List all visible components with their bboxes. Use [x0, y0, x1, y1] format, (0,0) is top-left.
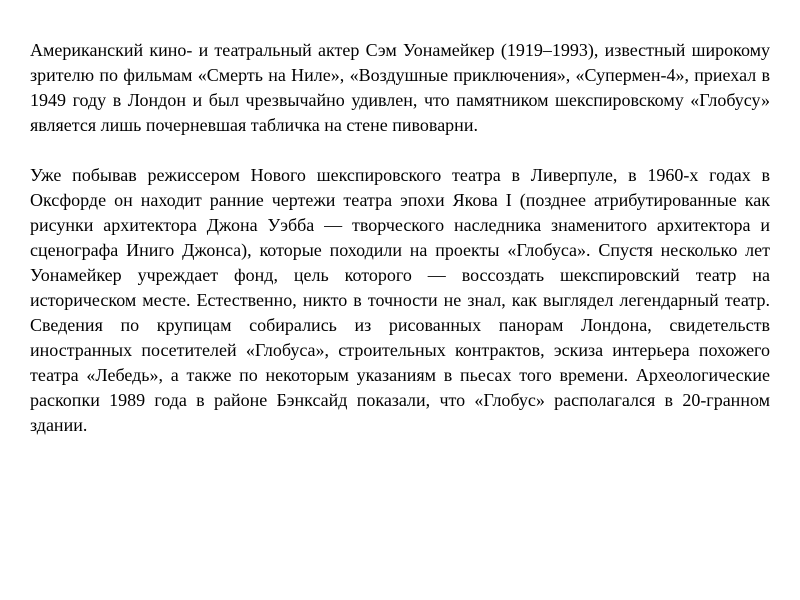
- paragraph-wanamaker-arrival: Американский кино- и театральный актер Сэм Уонамейкер (1919–1993), известный широкому зрителю по фильмам «Смерть на Ниле», «Воздушные приключения», «Супермен-4», приехал в 1949 году в Лондон и был чрезвычайно удивлен, что памятником шекспировскому «Глобусу» является лишь почерневшая табличка на стене пивоварни.: [30, 40, 770, 135]
- paragraph-globe-reconstruction: Уже побывав режиссером Нового шекспировского театра в Ливерпуле, в 1960-х годах в Оксфорде он находит ранние чертежи театра эпохи Якова I (позднее атрибутированные как рисунки архитектора Джона Уэбба — творческого наследника знаменитого архитектора и сценографа Иниго Джонса), которые походили на проекты «Глобуса». Спустя несколько лет Уонамейкер учреждает фонд, цель которого — воссоздать шекспировский театр на историческом месте. Естественно, никто в точности не знал, как выглядел легендарный театр. Сведения по крупицам собирались из рисованных панорам Лондона, свидетельств иностранных посетителей «Глобуса», строительных контрактов, эскиза интерьера похожего театра «Лебедь», а также по некоторым указаниям в пьесах того времени. Археологические раскопки 1989 года в районе Бэнксайд показали, что «Глобус» располагался в 20-гранном здании.: [30, 165, 770, 435]
- slide-text-body: [30, 38, 770, 438]
